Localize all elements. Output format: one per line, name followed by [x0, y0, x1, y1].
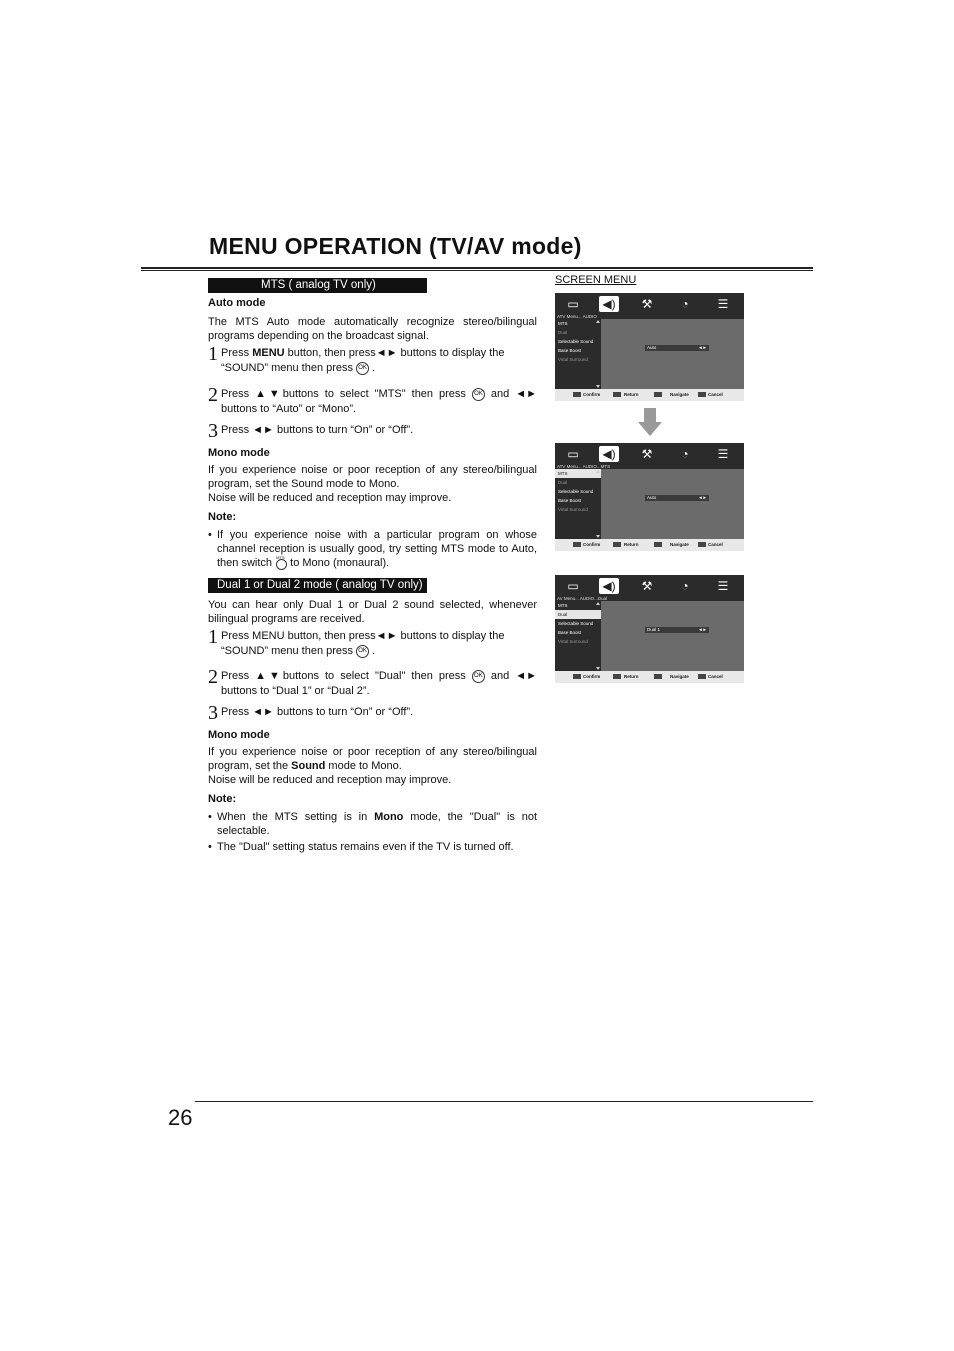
- footer-hint: Navigate: [670, 542, 689, 547]
- remote-key-icon: [613, 392, 621, 397]
- list-icon[interactable]: ☰: [717, 297, 729, 311]
- footer-hint: Cancel: [708, 542, 723, 547]
- menu-item[interactable]: Selectable Sound: [558, 621, 594, 626]
- menu-item[interactable]: Virtal Surround: [558, 639, 588, 644]
- value-arrows-icon: ◄►: [698, 627, 707, 632]
- footer-hint: Confirm: [583, 542, 601, 547]
- menu-footer: [555, 539, 744, 551]
- remote-key-icon: [573, 674, 581, 679]
- menu-footer: [555, 671, 744, 683]
- menu-breadcrumb: AV Menu... AUDIO...Dual: [557, 596, 608, 601]
- menu-icon-row: [555, 575, 744, 597]
- step-number: 2: [208, 384, 218, 406]
- note-item: • If you experience noise with a particular program on whose channel reception is usually good, try setting MTS mode to Auto, then switch MTS to Mono (monaural).: [208, 529, 537, 569]
- menu-item[interactable]: MTS: [555, 469, 601, 478]
- step-number: 3: [208, 702, 218, 724]
- tv-icon[interactable]: ▭: [567, 579, 579, 593]
- footer-hint: Return: [624, 542, 639, 547]
- section-header-dual: Dual 1 or Dual 2 mode ( analog TV only): [208, 578, 427, 593]
- title-rule-thin: [141, 270, 813, 271]
- menu-item[interactable]: Dual: [558, 480, 568, 485]
- menu-breadcrumb: ATV Menu... AUDIO...MTS: [557, 464, 611, 469]
- menu-item[interactable]: Dual: [558, 330, 568, 335]
- sound-icon[interactable]: ◀): [599, 578, 619, 594]
- value-arrows-icon: ◄►: [698, 345, 707, 350]
- section-header-mts: MTS ( analog TV only): [208, 278, 427, 293]
- menu-item-list: [555, 469, 601, 539]
- remote-key-icon: [573, 542, 581, 547]
- page-title: MENU OPERATION (TV/AV mode): [209, 233, 582, 259]
- remote-key-icon: [654, 542, 662, 547]
- menu-item[interactable]: Base Boost: [558, 498, 582, 503]
- dual-intro-text: You can hear only Dual 1 or Dual 2 sound selected, whenever bilingual programs are received.: [208, 599, 537, 625]
- tv-screen-menu: [555, 575, 744, 683]
- value-arrows-icon: ◄►: [698, 495, 707, 500]
- menu-value-field[interactable]: Auto ◄►: [647, 495, 707, 500]
- tv-icon[interactable]: ▭: [567, 297, 579, 311]
- step-text: Press MENU button, then press◄► buttons to display the “SOUND” menu then press OK .: [221, 347, 505, 374]
- mono-mode-heading-2: Mono mode: [208, 729, 270, 741]
- menu-item[interactable]: Virtal Surround: [558, 357, 588, 362]
- menu-item[interactable]: MTS: [558, 321, 568, 326]
- footer-hint: Navigate: [670, 392, 689, 397]
- menu-icon-row: [555, 443, 744, 465]
- auto-mode-heading: Auto mode: [208, 297, 266, 309]
- clock-icon[interactable]: ◔: [681, 579, 689, 593]
- ok-button-icon: OK: [356, 362, 369, 375]
- tv-screen-menu: [555, 443, 744, 551]
- wrench-icon[interactable]: ⚒: [641, 297, 653, 311]
- menu-footer: [555, 389, 744, 401]
- footer-rule: [195, 1101, 813, 1102]
- page-number: 26: [168, 1105, 193, 1130]
- menu-value-panel: [601, 319, 744, 389]
- note-heading-2: Note:: [208, 793, 237, 805]
- menu-breadcrumb: ATV Menu... AUDIO: [557, 314, 597, 319]
- footer-hint: Navigate: [670, 674, 689, 679]
- step-number: 1: [208, 626, 218, 648]
- remote-key-icon: [613, 674, 621, 679]
- remote-key-icon: [698, 392, 706, 397]
- mts-button-icon: MTS: [275, 557, 287, 569]
- list-icon[interactable]: ☰: [717, 579, 729, 593]
- step-number: 3: [208, 420, 218, 442]
- note-item: • When the MTS setting is in Mono mode, the "Dual" is not selectable.: [208, 811, 538, 837]
- remote-key-icon: [698, 674, 706, 679]
- sound-icon[interactable]: ◀): [599, 446, 619, 462]
- menu-icon-row: [555, 293, 744, 315]
- mono-mode-heading: Mono mode: [208, 447, 270, 459]
- step-text: Press MENU button, then press◄► buttons to display the “SOUND” menu then press OK .: [221, 630, 505, 657]
- menu-item[interactable]: Selectable Sound: [558, 489, 594, 494]
- footer-hint: Return: [624, 392, 639, 397]
- footer-hint: Return: [624, 674, 639, 679]
- step-text: Press ◄► buttons to turn “On” or “Off”.: [221, 424, 414, 436]
- ok-button-icon: OK: [356, 645, 369, 658]
- clock-icon[interactable]: ◔: [681, 297, 689, 311]
- tv-icon[interactable]: ▭: [567, 447, 579, 461]
- remote-key-icon: [573, 392, 581, 397]
- step-number: 2: [208, 666, 218, 688]
- remote-key-icon: [654, 674, 662, 679]
- menu-item[interactable]: Selectable Sound: [558, 339, 594, 344]
- clock-icon[interactable]: ◔: [681, 447, 689, 461]
- step-text: Press ▲▼buttons to select "MTS" then press OK and ◄► buttons to “Auto” or “Mono”.: [221, 388, 537, 415]
- menu-item-list: [555, 319, 601, 389]
- menu-item[interactable]: Dual: [555, 610, 601, 619]
- tv-screen-menu: [555, 293, 744, 401]
- sound-icon[interactable]: ◀): [599, 296, 619, 312]
- mono-mode-text: If you experience noise or poor reception of any stereo/bilingual program, set the Sound mode to Mono. Noise will be reduced and reception may improve.: [208, 464, 537, 504]
- title-rule: [141, 267, 813, 269]
- menu-value-panel: [601, 469, 744, 539]
- note-item: • The "Dual" setting status remains even if the TV is turned off.: [208, 841, 514, 853]
- menu-item[interactable]: Base Boost: [558, 630, 582, 635]
- ok-button-icon: OK: [472, 670, 485, 683]
- menu-item-list: [555, 601, 601, 671]
- step-text: Press ◄► buttons to turn “On” or “Off”.: [221, 706, 414, 718]
- menu-item[interactable]: Virtal Surround: [558, 507, 588, 512]
- arrow-down-icon: [638, 408, 662, 436]
- menu-scroll-arrows: [596, 602, 599, 670]
- footer-hint: Cancel: [708, 674, 723, 679]
- remote-key-icon: [654, 392, 662, 397]
- menu-item[interactable]: MTS: [558, 603, 568, 608]
- remote-key-icon: [613, 542, 621, 547]
- menu-scroll-arrows: [596, 320, 599, 388]
- note-heading: Note:: [208, 511, 237, 523]
- menu-item[interactable]: Base Boost: [558, 348, 582, 353]
- menu-value-field[interactable]: Auto ◄►: [647, 345, 707, 350]
- wrench-icon[interactable]: ⚒: [641, 447, 653, 461]
- ok-button-icon: OK: [472, 388, 485, 401]
- remote-key-icon: [698, 542, 706, 547]
- screen-menu-label: SCREEN MENU: [555, 274, 637, 286]
- menu-value-field[interactable]: Dual 1 ◄►: [647, 627, 707, 632]
- menu-scroll-arrows: [596, 470, 599, 538]
- mono-mode-text-2: If you experience noise or poor reception of any stereo/bilingual program, set the Sound mode to Mono. Noise will be reduced and reception may improve.: [208, 746, 537, 786]
- footer-hint: Cancel: [708, 392, 723, 397]
- list-icon[interactable]: ☰: [717, 447, 729, 461]
- footer-hint: Confirm: [583, 392, 601, 397]
- auto-mode-text: The MTS Auto mode automatically recognize stereo/bilingual programs depending on the broadcast signal.: [208, 316, 537, 342]
- menu-value-panel: [601, 601, 744, 671]
- wrench-icon[interactable]: ⚒: [641, 579, 653, 593]
- step-text: Press ▲▼buttons to select "Dual" then press OK and ◄► buttons to “Dual 1” or “Dual 2”.: [221, 670, 537, 697]
- footer-hint: Confirm: [583, 674, 601, 679]
- step-number: 1: [208, 343, 218, 365]
